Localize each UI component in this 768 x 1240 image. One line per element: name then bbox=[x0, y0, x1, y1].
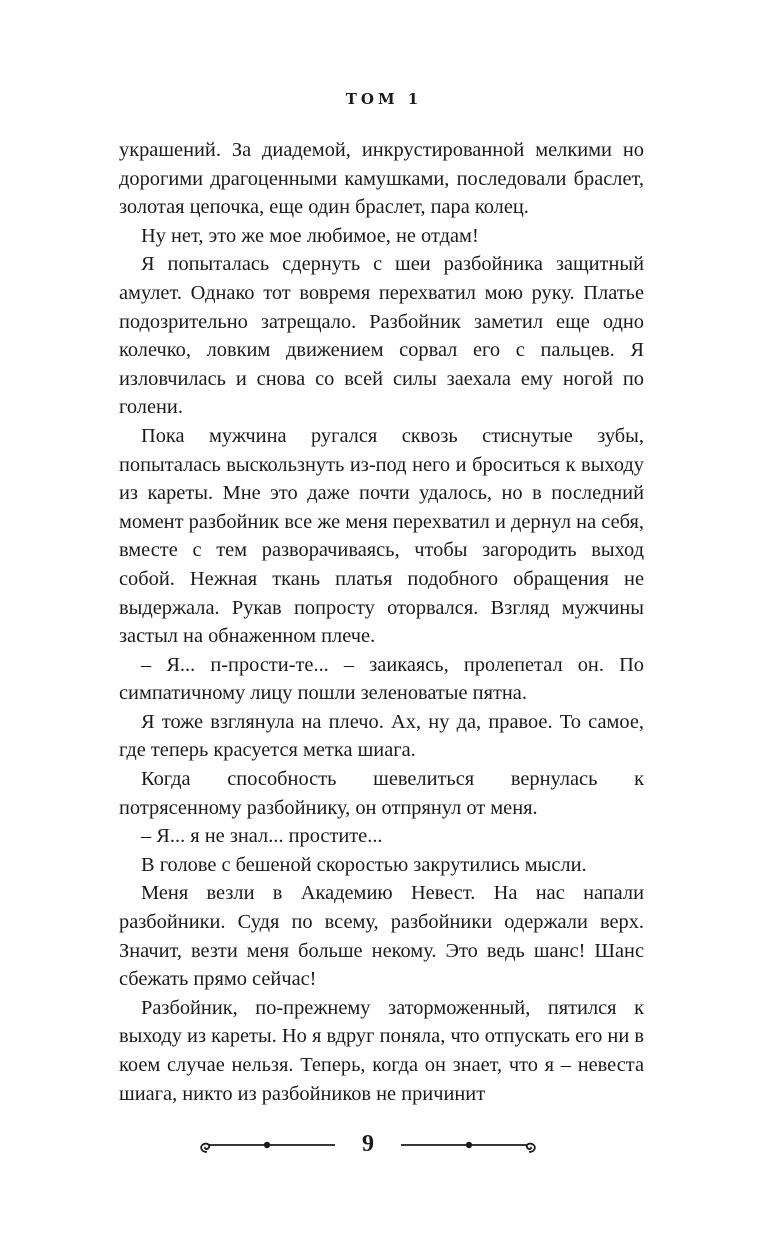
paragraph: Ну нет, это же мое любимое, не отдам! bbox=[141, 224, 479, 247]
body-text bbox=[119, 136, 644, 1108]
paragraph: Разбойник, по-прежнему заторможенный, пятился к выходу из кареты. Но я вдруг поняла, что отпускать его ни в коем случае нельзя. Теперь, когда он знает, что я – невеста шиага, никто из разбойников не причинит bbox=[119, 996, 644, 1105]
paragraph: – Я... я не знал... простите... bbox=[141, 825, 383, 848]
scroll-rule-right-icon bbox=[391, 1135, 541, 1161]
paragraph: В голове с бешеной скоростью закрутились мысли. bbox=[141, 853, 587, 876]
paragraph: Пока мужчина ругался сквозь стиснутые зубы, попыталась выскользнуть из-под него и броситься к выходу из кареты. Мне это даже почти удалось, но в последний момент разбойник все же меня перехватил и дернул на себя, вместе с тем разворачиваясь, чтобы загородить выход собой. Нежная ткань платья подобного обращения не выдержала. Рукав попросту оторвался. Взгляд мужчины застыл на обнаженном плече. bbox=[119, 424, 644, 648]
paragraph: Когда способность шевелиться вернулась к потрясенному разбойнику, он отпрянул от меня. bbox=[119, 768, 644, 819]
paragraph: – Я... п-прости-те... – заикаясь, пролепетал он. По симпатичному лицу пошли зеленоватые пятна. bbox=[119, 653, 644, 705]
paragraph: украшений. За диадемой, инкрустированной мелкими но дорогими драгоценными камушками, последовали браслет, золотая цепочка, еще один браслет, пара колец. bbox=[119, 139, 644, 219]
page-footer bbox=[195, 1133, 541, 1163]
paragraph: Меня везли в Академию Невест. На нас напали разбойники. Судя по всему, разбойники одержали верх. Значит, везти меня больше некому. Это ведь шанс! Шанс сбежать прямо сейчас! bbox=[119, 882, 644, 991]
paragraph: Я попыталась сдернуть с шеи разбойника защитный амулет. Однако тот вовремя перехватил мою руку. Платье подозрительно затрещало. Разбойник заметил еще одно колечко, ловким движением сорвал его с пальцев. Я изловчилась и снова со всей силы заехала ему ногой по голени. bbox=[119, 253, 644, 419]
page-number: 9 bbox=[362, 1131, 374, 1157]
paragraph: Я тоже взглянула на плечо. Ах, ну да, правое. То самое, где теперь красуется метка шиага. bbox=[119, 710, 644, 762]
running-head: ТОМ 1 bbox=[345, 90, 423, 108]
